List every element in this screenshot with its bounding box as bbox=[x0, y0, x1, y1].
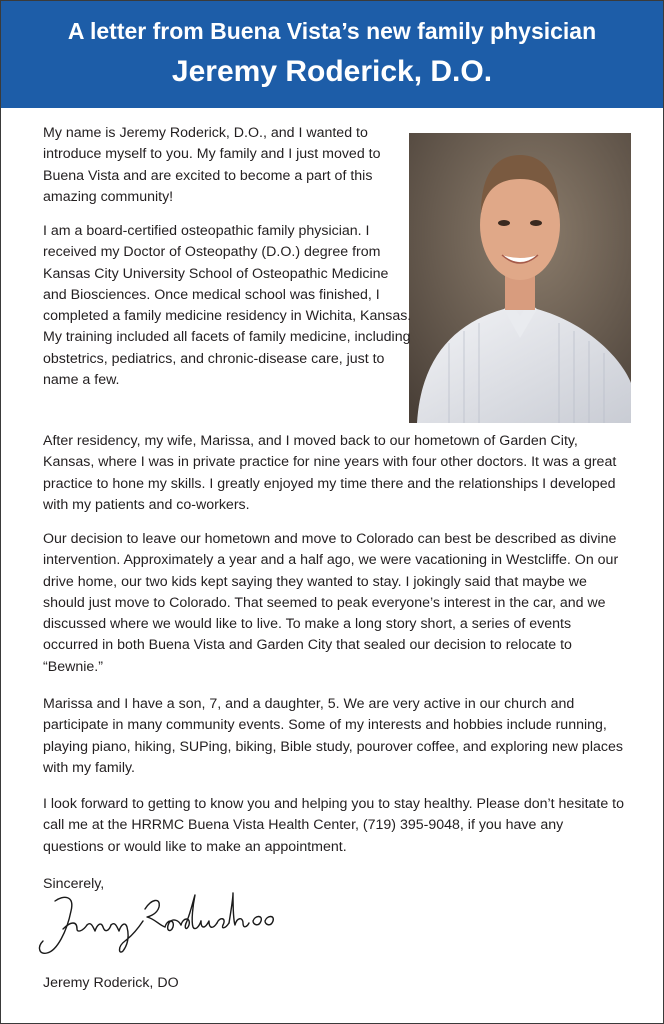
paragraph-text: Marissa and I have a son, 7, and a daughter, 5. We are very active in our church and participate in many community events. Some of my interests and hobbies include running, playing piano, hiking, SUPing, biking, Bible study, pourover coffee, and exploring new places with my family. bbox=[43, 696, 623, 776]
signer-name: Jeremy Roderick, DO bbox=[43, 975, 179, 991]
header-banner bbox=[1, 1, 663, 108]
closing: Sincerely, bbox=[43, 876, 105, 892]
signature bbox=[33, 881, 278, 966]
paragraph-4 bbox=[43, 529, 625, 678]
paragraph-2 bbox=[43, 221, 413, 391]
paragraph-6 bbox=[43, 794, 625, 858]
physician-photo bbox=[409, 133, 631, 423]
paragraph-text: I am a board-certified osteopathic family physician. I received my Doctor of Osteopathy (D.O.) degree from Kansas City University School of Osteopathic Medicine and Biosciences. Once medical school was finished, I completed a family medicine residency in Wichita, Kansas. My training included all facets of family medicine, including obstetrics, pediatrics, and chronic-disease care, just to name a few. bbox=[43, 223, 412, 389]
paragraph-1 bbox=[43, 123, 413, 208]
paragraph-text: Our decision to leave our hometown and move to Colorado can best be described as divine intervention. Approximately a year and a half ago, we were vacationing in Westcliffe. On our drive home, our two kids kept saying they wanted to stay. I jokingly said that maybe we should just move to Colorado. That seemed to peak everyone’s interest in the car, and we discussed where we would like to live. To make a long story short, a series of events occurred in both Buena Vista and Garden City that sealed our decision to relocate to “Bewnie.” bbox=[43, 531, 619, 675]
header-subtitle: A letter from Buena Vista’s new family physician bbox=[67, 18, 597, 44]
paragraph-text: My name is Jeremy Roderick, D.O., and I wanted to introduce myself to you. My family and I just moved to Buena Vista and are excited to become a part of this amazing community! bbox=[43, 125, 381, 205]
paragraph-text: After residency, my wife, Marissa, and I moved back to our hometown of Garden City, Kansas, where I was in private practice for nine years with four other doctors. It was a great practice to hone my skills. I greatly enjoyed my time there and the relationships I developed with my patients and co-workers. bbox=[43, 433, 617, 513]
paragraph-3 bbox=[43, 431, 625, 516]
paragraph-text: I look forward to getting to know you and helping you to stay healthy. Please don’t hesitate to call me at the HRRMC Buena Vista Health Center, (719) 395-9048, if you have any questions or would like to make an appointment. bbox=[43, 796, 625, 855]
header-title: Jeremy Roderick, D.O. bbox=[171, 55, 493, 88]
paragraph-5 bbox=[43, 694, 625, 779]
portrait-image bbox=[409, 133, 631, 423]
